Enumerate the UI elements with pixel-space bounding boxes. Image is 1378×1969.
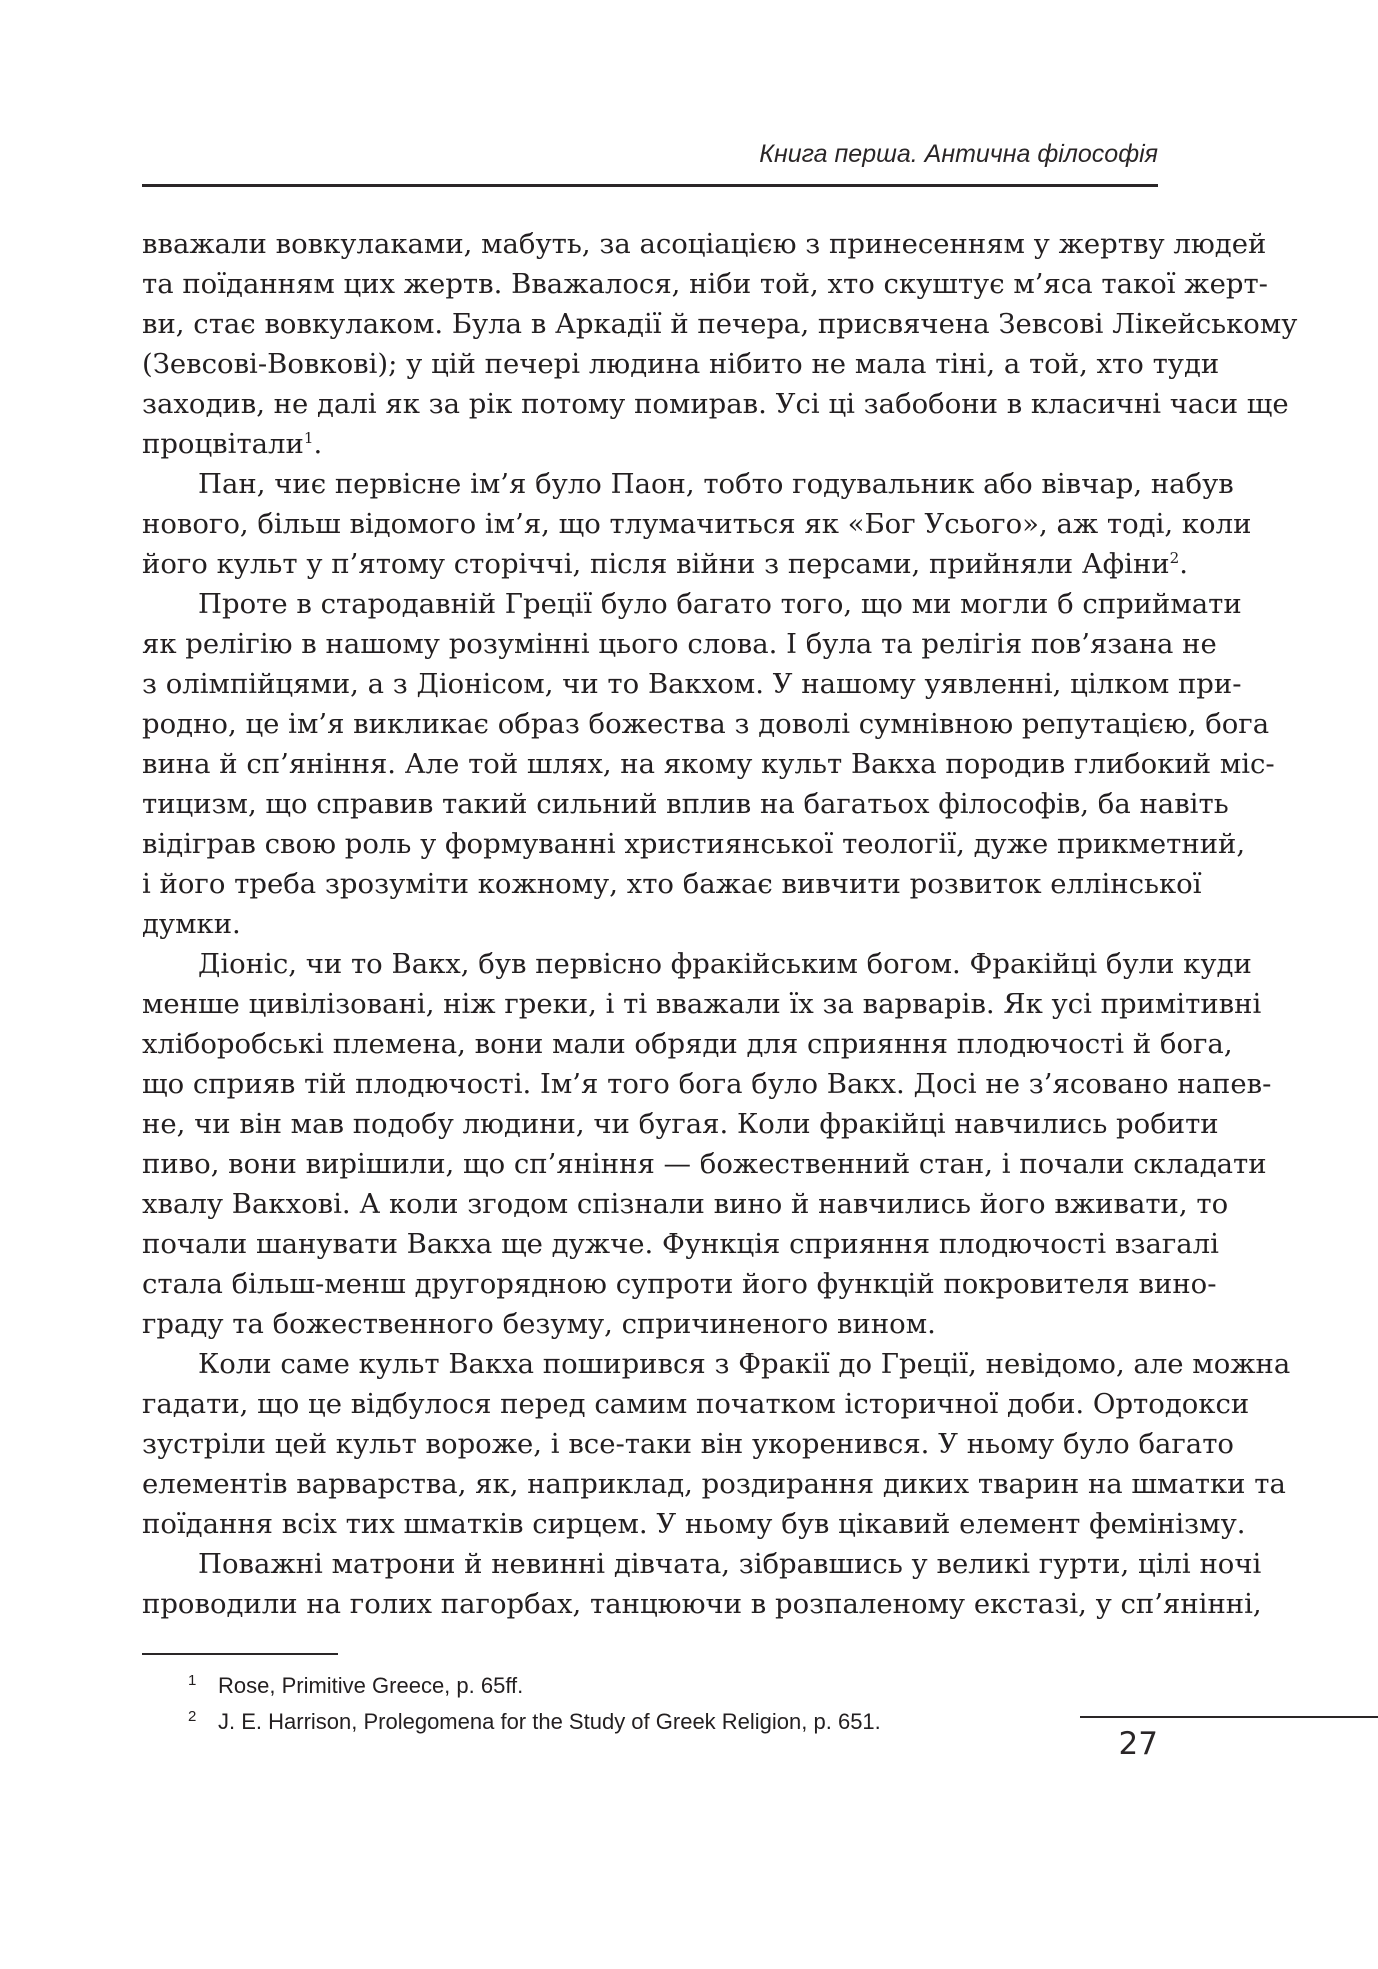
body-text bbox=[142, 224, 1298, 1624]
text-line: менше цивілізовані, ніж греки, і ті вважали їх за варварів. Як усі примітивні bbox=[142, 988, 1262, 1020]
footnote-rule bbox=[142, 1653, 338, 1655]
text-line: та поїданням цих жертв. Вважалося, ніби той, хто скуштує м’яса такої жерт- bbox=[142, 268, 1268, 300]
header-rule bbox=[142, 184, 1158, 187]
text-line: Пан, чиє первісне ім’я було Паон, тобто годувальник або вівчар, набув bbox=[198, 468, 1234, 500]
footnotes bbox=[188, 1668, 881, 1740]
text-line: хліборобські племена, вони мали обряди для сприяння плодючості й бога, bbox=[142, 1028, 1233, 1060]
text-line: вважали вовкулаками, мабуть, за асоціацією з принесенням у жертву людей bbox=[142, 228, 1267, 260]
footnote: 2 J. E. Harrison, Prolegomena for the Study of Greek Religion, p. 651. bbox=[188, 1707, 881, 1734]
text-line: не, чи він мав подобу людини, чи бугая. Коли фракійці навчились робити bbox=[142, 1108, 1219, 1140]
footnote-text: J. E. Harrison, Prolegomena for the Study of Greek Religion, p. 651. bbox=[218, 1709, 881, 1734]
page-number: 27 bbox=[1118, 1726, 1158, 1762]
text-line: вина й сп’яніння. Але той шлях, на якому культ Вакха породив глибокий міс- bbox=[142, 748, 1275, 780]
text-line: заходив, не далі як за рік потому помирав. Усі ці забобони в класичні часи ще bbox=[142, 388, 1289, 420]
text-line: думки. bbox=[142, 908, 241, 940]
text-line: як релігію в нашому розумінні цього слова. І була та релігія пов’язана не bbox=[142, 628, 1217, 660]
text-line: відіграв свою роль у формуванні християнської теології, дуже прикметний, bbox=[142, 828, 1246, 860]
text-line: тицизм, що справив такий сильний вплив на багатьох філософів, ба навіть bbox=[142, 788, 1229, 820]
text-line: Діоніс, чи то Вакх, був первісно фракійським богом. Фракійці були куди bbox=[198, 948, 1252, 980]
text-line: родно, це ім’я викликає образ божества з доволі сумнівною репутацією, бога bbox=[142, 708, 1270, 740]
text-line: Поважні матрони й невинні дівчата, зібравшись у великі гурти, цілі ночі bbox=[198, 1548, 1262, 1580]
text-line: (Зевсові-Вовкові); у цій печері людина нібито не мала тіні, а той, хто туди bbox=[142, 348, 1220, 380]
text-line: пиво, вони вирішили, що сп’яніння — божественний стан, і почали складати bbox=[142, 1148, 1267, 1180]
text-line: почали шанувати Вакха ще дужче. Функція сприяння плодючості взагалі bbox=[142, 1228, 1219, 1260]
text-line: і його треба зрозуміти кожному, хто бажає вивчити розвиток еллінської bbox=[142, 868, 1202, 900]
folio-rule bbox=[1080, 1716, 1378, 1718]
text-line: зустріли цей культ вороже, і все-таки він укоренився. У ньому було багато bbox=[142, 1428, 1234, 1460]
text-line: його культ у п’ятому сторіччі, після війни з персами, прийняли Афіни$^2$. bbox=[142, 548, 1189, 580]
text-line: стала більш-менш другорядною супроти його функцій покровителя вино- bbox=[142, 1268, 1217, 1300]
text-line: хвалу Вакхові. А коли згодом спізнали вино й навчились його вживати, то bbox=[142, 1188, 1229, 1220]
text-line: елементів варварства, як, наприклад, роздирання диких тварин на шматки та bbox=[142, 1468, 1286, 1500]
footnote-ref: 1 bbox=[303, 428, 314, 447]
footnote-ref: 2 bbox=[1169, 548, 1180, 567]
text-line: гадати, що це відбулося перед самим початком історичної доби. Ортодокси bbox=[142, 1388, 1250, 1420]
text-line: поїдання всіх тих шматків сирцем. У ньому був цікавий елемент фемінізму. bbox=[142, 1508, 1246, 1540]
text-line: граду та божественного безуму, спричиненого вином. bbox=[142, 1308, 936, 1340]
text-line: процвітали$^1$. bbox=[142, 428, 323, 460]
text-line: що сприяв тій плодючості. Ім’я того бога було Вакх. Досі не з’ясовано напев- bbox=[142, 1068, 1272, 1100]
footnote: 1 Rose, Primitive Greece, p. 65ff. bbox=[188, 1671, 524, 1698]
text-line: ви, стає вовкулаком. Була в Аркадії й печера, присвячена Зевсові Лікейському bbox=[142, 308, 1298, 340]
running-head: Книга перша. Антична філософія bbox=[759, 140, 1158, 168]
text-line: проводили на голих пагорбах, танцюючи в розпаленому екстазі, у сп’янінні, bbox=[142, 1588, 1262, 1620]
text-line: з олімпійцями, а з Діонісом, чи то Вакхом. У нашому уявленні, цілком при- bbox=[142, 668, 1242, 700]
text-line: нового, більш відомого ім’я, що тлумачиться як «Бог Усього», аж тоді, коли bbox=[142, 508, 1252, 540]
footnote-text: Rose, Primitive Greece, p. 65ff. bbox=[218, 1673, 524, 1698]
text-line: Коли саме культ Вакха поширився з Фракії до Греції, невідомо, але можна bbox=[198, 1348, 1291, 1380]
text-line: Проте в стародавній Греції було багато того, що ми могли б сприймати bbox=[198, 588, 1242, 620]
